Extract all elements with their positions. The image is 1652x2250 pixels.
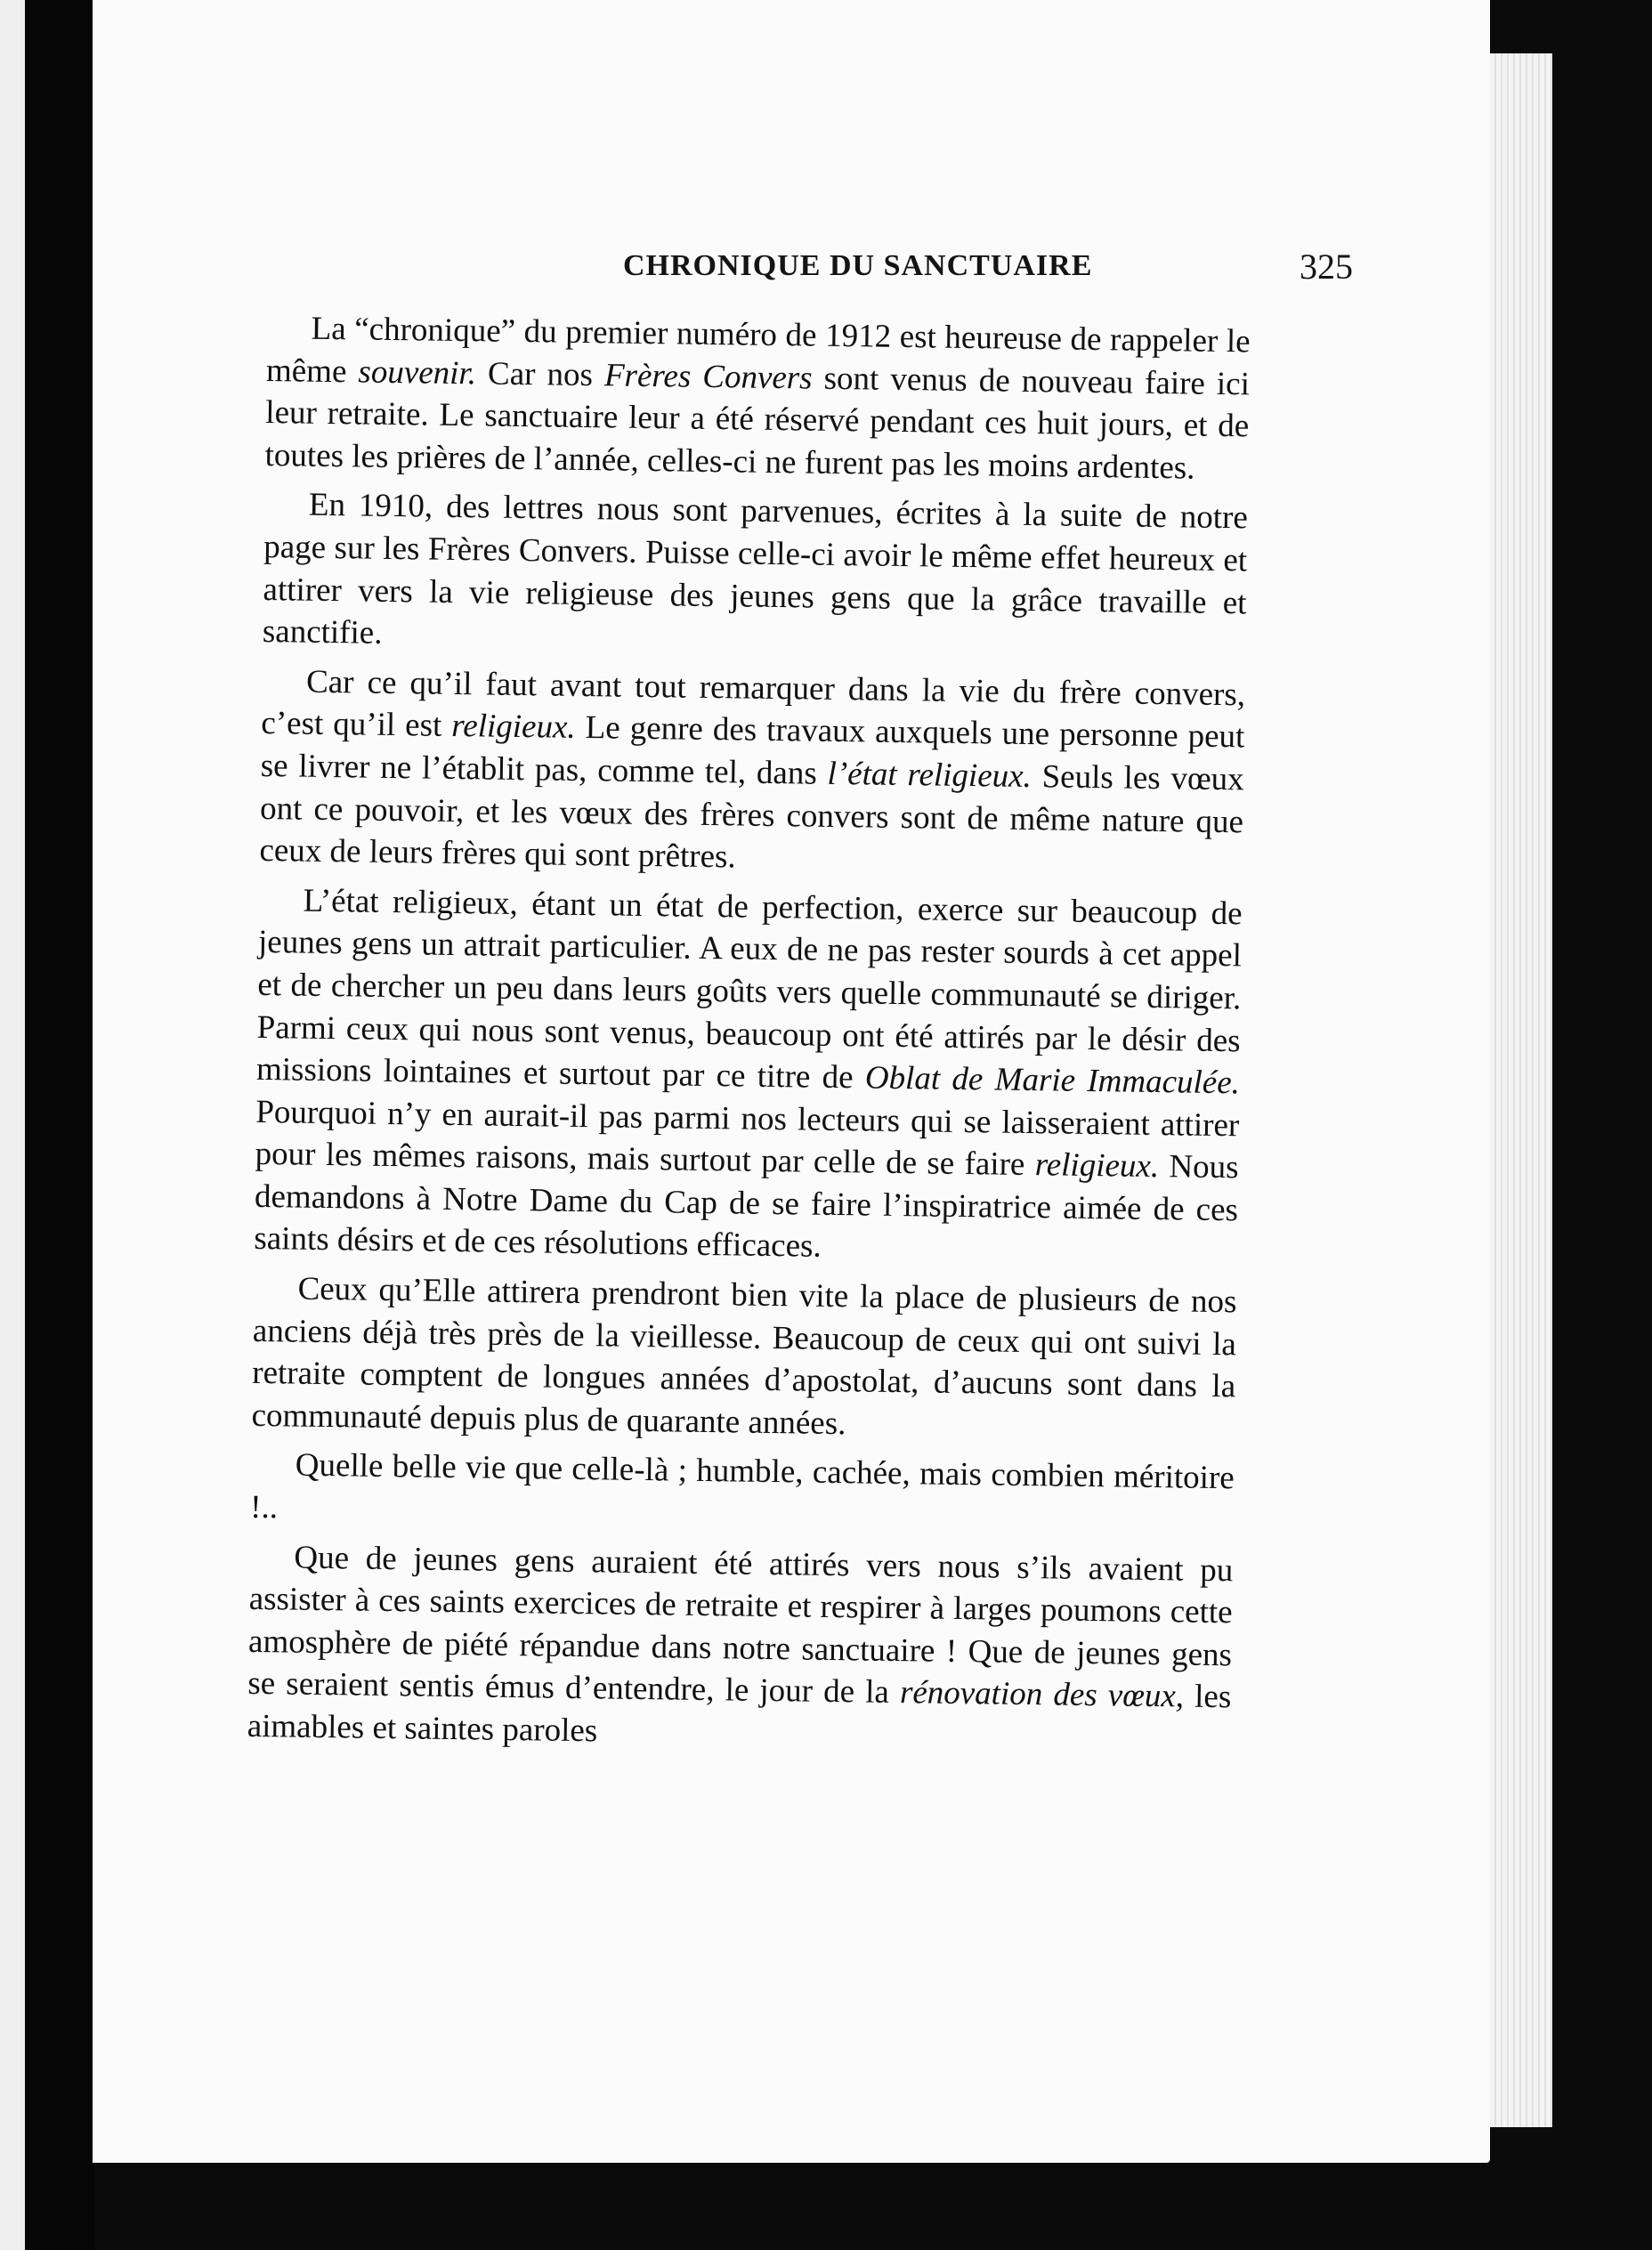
text-segment: Car nos	[475, 354, 605, 393]
gutter-shadow	[25, 0, 94, 2250]
paragraph	[251, 1267, 1237, 1451]
italic-text: religieux.	[451, 708, 576, 747]
binding-edge	[0, 0, 25, 2250]
text-segment: les aimables et saintes paroles	[247, 1678, 1232, 1750]
italic-text: l’état religieux.	[827, 755, 1032, 795]
running-head	[623, 249, 1353, 294]
paragraph	[259, 660, 1245, 886]
running-title: CHRONIQUE DU SANCTUAIRE	[623, 249, 1093, 282]
text-segment: En 1910, des lettres nous sont parvenues, écrites à la suite de notre page sur les Frères Convers. Puisse celle-ci avoir le même effet heureux et attirer vers la vie religieuse des jeunes gens que la grâce travaille et sanctifie.	[262, 487, 1249, 652]
paragraph	[263, 483, 1249, 667]
page-edges	[1490, 53, 1552, 2127]
text-segment: L’état religieux, étant un état de perfection, exerce sur beaucoup de jeunes gens un attrait particulier. A eux de ne pas rester sourds à cet appel et de chercher un peu dans leurs goûts vers quelle communauté se diriger. Parmi ceux qui nous sont venus, beaucoup ont été attirés par le désir des missions lointaines et surtout par ce titre de	[255, 882, 1243, 1097]
text-segment: Que de jeunes gens auraient été attirés vers nous s’ils avaient pu assister à ces saints exercices de retraite et respirer à larges poumons cette amosphère de piété répandue dans notre sanctuaire ! Que de jeunes gens se seraient sentis émus d’entendre, le jour de la	[247, 1539, 1234, 1712]
body-text	[247, 307, 1251, 1768]
italic-text: religieux.	[1034, 1146, 1160, 1186]
text-segment: Le genre des travaux auxquels une personne peut se livrer ne l’établit pas, comme tel, dans	[260, 709, 1245, 792]
paragraph	[247, 1535, 1233, 1760]
text-segment: Seuls les vœux ont ce pouvoir, et les vœux des frères convers sont de même nature que ceux de leurs frères qui sont prêtres.	[259, 757, 1244, 876]
text-segment: Pourquoi n’y en aurait-il pas parmi nos lecteurs qui se laisseraient attirer pour les mêmes raisons, mais surtout par celle de se faire	[255, 1093, 1240, 1184]
text-segment: Quelle belle vie que celle-là ; humble, cachée, mais combien méritoire !..	[249, 1447, 1235, 1526]
paragraph	[254, 879, 1243, 1275]
italic-text: Frères Convers	[603, 356, 813, 397]
italic-text: Oblat de Marie Immaculée.	[864, 1059, 1241, 1102]
text-segment: Nous demandons à Notre Dame du Cap de se faire l’inspiratrice aimée de ces saints désirs et de ces résolutions efficaces.	[254, 1148, 1239, 1266]
paragraph	[264, 307, 1251, 490]
text-segment: Car ce qu’il faut avant tout remarquer dans la vie du frère convers, c’est qu’il est	[261, 663, 1246, 745]
italic-text: souvenir.	[358, 353, 477, 392]
text-segment: La “chronique” du premier numéro de 1912 est heureuse de rappeler le même	[265, 310, 1251, 391]
italic-text: rénovation des vœux,	[899, 1674, 1185, 1715]
text-segment: Ceux qu’Elle attirera prendront bien vite la place de plusieurs de nos anciens déjà très près de la vieillesse. Beaucoup de ceux qui ont suivi la retraite comptent de longues années d’apostolat, d’aucuns sont dans la communauté depuis plus de quarante années.	[251, 1270, 1237, 1443]
page-number: 325	[1300, 247, 1353, 287]
paragraph	[250, 1444, 1235, 1542]
text-segment: sont venus de nouveau faire ici leur retraite. Le sanctuaire leur a été réservé pendant ces huit jours, et de toutes les prières de l’année, celles-ci ne furent pas les moins ardentes.	[264, 360, 1251, 487]
